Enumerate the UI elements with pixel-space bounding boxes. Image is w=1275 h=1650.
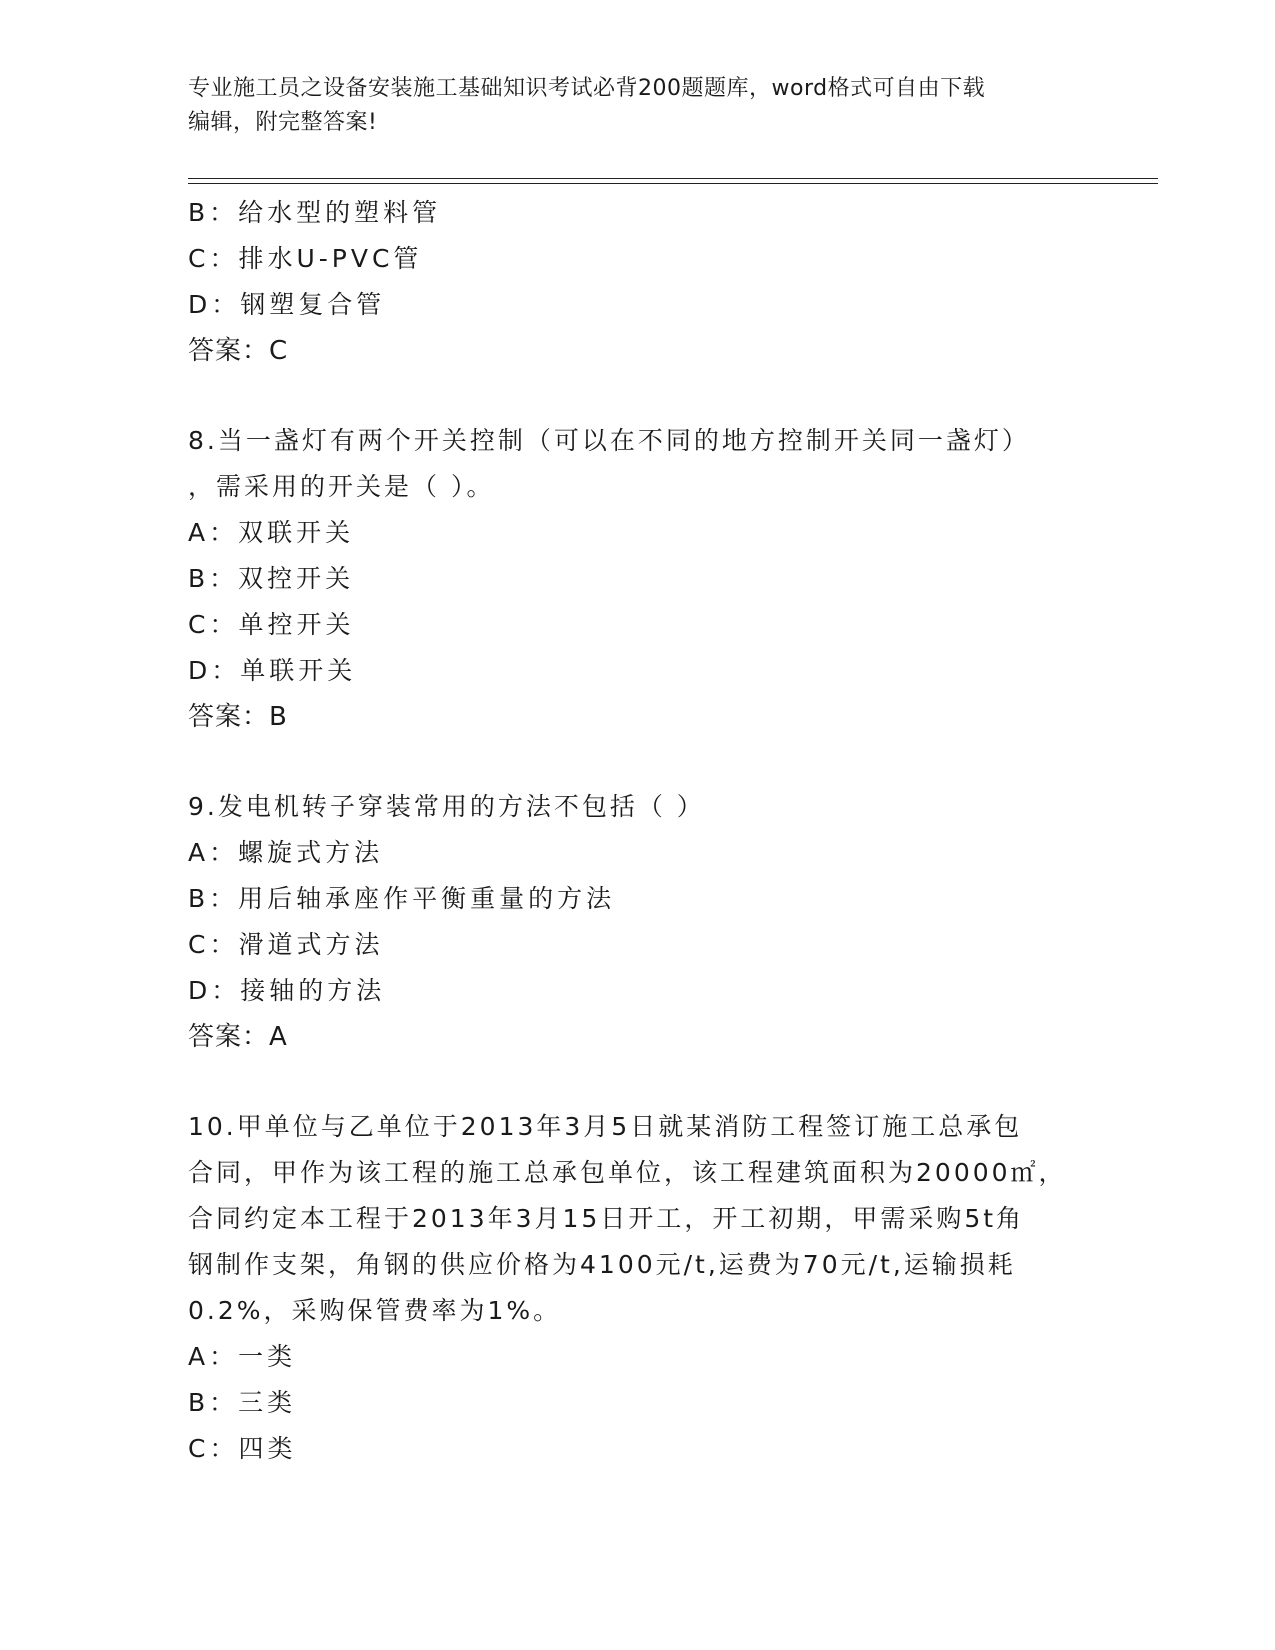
question-10 [188,1104,1088,1472]
option-text: 三类 [238,1388,297,1417]
option-b [188,876,1088,922]
option-label: D： [188,290,241,319]
option-label: C： [188,930,239,959]
question-stem-line: 合同，甲作为该工程的施工总承包单位，该工程建筑面积为20000㎡， [188,1158,1067,1187]
header-title-line-1: 专业施工员之设备安装施工基础知识考试必背200题题库，word格式可自由下载 [188,76,986,101]
question-stem-line: 8.当一盏灯有两个开关控制（可以在不同的地方控制开关同一盏灯） [188,426,1030,455]
option-d [188,648,1088,694]
option-b [188,556,1088,602]
question-8 [188,418,1088,740]
option-label: B： [188,564,239,593]
option-label: A： [188,838,239,867]
option-text: 螺旋式方法 [238,838,384,867]
question-stem-line: 钢制作支架，角钢的供应价格为4100元/t,运费为70元/t,运输损耗 [188,1250,1016,1279]
option-a [188,1334,1088,1380]
question-7-tail [188,190,1088,374]
option-label: A： [188,1342,239,1371]
option-c [188,922,1088,968]
option-label: C： [188,610,239,639]
question-stem-line: 0.2%，采购保管费率为1%。 [188,1296,562,1325]
question-stem-line: ，需采用的开关是（ ）。 [188,472,495,501]
document-header [188,72,1088,140]
question-list [188,190,1088,1472]
question-stem-line: 10.甲单位与乙单位于2013年3月5日就某消防工程签订施工总承包 [188,1112,1023,1141]
option-text: 钢塑复合管 [240,290,386,319]
option-c [188,236,1088,282]
option-a [188,830,1088,876]
option-b [188,190,1088,236]
option-label: B： [188,198,239,227]
option-label: C： [188,1434,239,1463]
question-stem-line: 9.发电机转子穿装常用的方法不包括（ ） [188,792,705,821]
option-text: 四类 [238,1434,297,1463]
answer-line: 答案：A [188,1022,288,1052]
option-label: D： [188,656,241,685]
option-d [188,968,1088,1014]
option-label: A： [188,518,239,547]
option-a [188,510,1088,556]
header-title-line-2: 编辑，附完整答案! [188,110,378,135]
option-label: C： [188,244,239,273]
option-text: 接轴的方法 [240,976,386,1005]
option-text: 双控开关 [238,564,355,593]
answer-line: 答案：B [188,702,288,732]
option-label: B： [188,1388,239,1417]
header-rule-top [188,178,1158,179]
header-rule-bottom [188,183,1158,184]
option-text: 一类 [238,1342,297,1371]
option-label: D： [188,976,241,1005]
option-text: 单控开关 [238,610,355,639]
option-c [188,1426,1088,1472]
option-text: 排水U-PVC管 [238,244,423,273]
question-stem-line: 合同约定本工程于2013年3月15日开工，开工初期，甲需采购5t角 [188,1204,1025,1233]
option-d [188,282,1088,328]
option-text: 给水型的塑料管 [238,198,442,227]
answer-line: 答案：C [188,336,289,366]
option-text: 单联开关 [240,656,357,685]
question-9 [188,784,1088,1060]
option-c [188,602,1088,648]
option-label: B： [188,884,239,913]
option-text: 滑道式方法 [238,930,384,959]
option-b [188,1380,1088,1426]
option-text: 用后轴承座作平衡重量的方法 [238,884,616,913]
option-text: 双联开关 [238,518,355,547]
